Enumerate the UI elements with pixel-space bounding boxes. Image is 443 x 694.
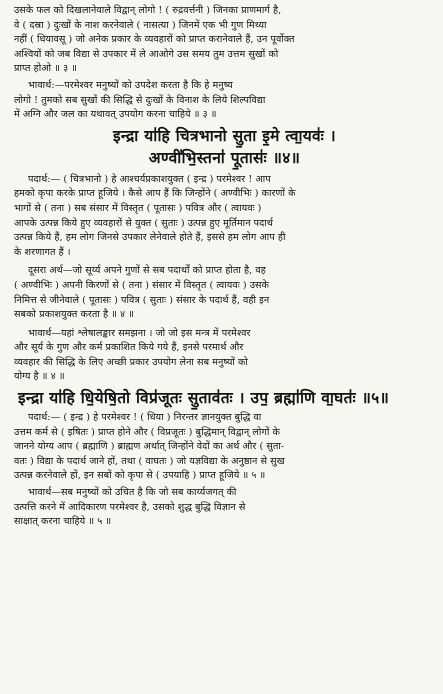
text-line: भागों से ( तना ) सब संसार में विस्तृत ( पूतासः ) पवित्र और ( त्वायवः ) bbox=[14, 202, 262, 214]
text-line: दूसरा अर्थ—जो सूर्य्य अपने गुणों से सब पदार्थों को प्राप्त होता है, वह bbox=[28, 265, 266, 277]
paragraph-padarth-5 bbox=[14, 411, 435, 484]
text-line: भावार्थ:—परमेश्वर मनुष्यों को उपदेश करता है कि हे मनुष्य bbox=[28, 79, 233, 91]
paragraph-bhavarth-5 bbox=[14, 486, 435, 530]
text-line: नहीं ( धियावसू ) जो अनेक प्रकार के व्यवहारों को प्राप्त करानेवाले हैं, उन पूर्वोक्त bbox=[14, 34, 295, 46]
text-line: पदार्थ:— ( इन्द्र ) हे परमेश्वर ! ( धिया ) निरन्तर ज्ञानयुक्त बुद्धि वा bbox=[28, 412, 262, 424]
text-line: पदार्थ:— ( चित्रभानो ) हे आश्चर्यप्रकाशयुक्त ( इन्द्र ) परमेश्वर ! आप bbox=[28, 173, 271, 185]
paragraph-bhavarth-4 bbox=[14, 327, 435, 385]
text-line: उत्पन्न करनेवाले हों, इन सबों को कृपा से ( उपयाहि ) प्राप्त हूजिये ॥ ५ ॥ bbox=[14, 470, 266, 482]
text-line: उत्तम कर्म से ( इषितः ) प्राप्त होने और ( विप्रजूतः ) बुद्धिमान् विद्वान् लोगों के bbox=[14, 426, 280, 438]
text-line: वतः ) विद्या के पदार्थ जाने हों, तथा ( वाघतः ) जो यज्ञविद्या के अनुष्ठान से सुख bbox=[14, 455, 285, 467]
text-line: आपके उत्पन्न किये हुए व्यवहारों से युक्त ( सुताः ) उत्पन्न हुए मूर्तिमान पदार्थ bbox=[14, 217, 273, 229]
text-line: प्राप्त होओ ॥ ३ ॥ bbox=[14, 63, 78, 75]
text-line: में अग्नि और जल का यथावत् उपयोग करना चाहिये ॥ ३ ॥ bbox=[14, 109, 217, 121]
paragraph-bhavarth-3 bbox=[14, 79, 435, 123]
mantra-line: इन्द्रा या॑हि चित्रभानो सु॒ता इ॒मे त्वा॒यवः॑ । bbox=[113, 125, 336, 145]
text-line: ( अण्वीभिः ) अपनी किरणों से ( तना ) संसार में विस्तृत ( त्वायवः ) उसके bbox=[14, 279, 269, 291]
text-line: अश्वियों को जब विद्या से उपकार में ले आओगे उस समय तुम उत्तम सुखों को bbox=[14, 48, 279, 60]
text-line: भावार्थ—सब मनुष्यों को उचित है कि जो सब कार्य्यजगत् की bbox=[28, 487, 237, 499]
text-line: उत्पन्न किये हैं, हम लोग जिनसे उपकार लेनेवाले होते हैं, इससे हम लोग आप ही bbox=[14, 232, 286, 244]
text-line: और सूर्य के गुण और कर्म प्रकाशित किये गये हैं, इनसे परमार्थ और bbox=[14, 342, 244, 354]
text-line: व्यवहार की सिद्धि के लिए अच्छी प्रकार उपयोग लेना सब मनुष्यों को bbox=[14, 356, 248, 368]
mantra-4 bbox=[14, 125, 435, 169]
text-line: हमको कृपा करके प्राप्त हूजिये । कैसे आप हैं कि जिन्होंने ( अण्वीभिः ) कारणों के bbox=[14, 188, 296, 200]
mantra-line: अण्वी॑भि॒स्तना॑ पू॒तासः॑ ॥४॥ bbox=[148, 147, 301, 167]
mantra-line: इन्द्रा या॑हि धि॒येषि॒तो विप्र॑जूतः सु॒ताव॑तः । उप॒ ब्रह्मा॑णि वा॒घतः॑ ॥५॥ bbox=[18, 388, 390, 408]
paragraph-padarth-4 bbox=[14, 173, 435, 261]
text-line: सबको प्रकाशयुक्त करता है ॥ ४ ॥ bbox=[14, 309, 135, 321]
text-line: निमित्त से जीनेवाले ( पूतासः ) पवित्र ( सुताः ) संसार के पदार्थ हैं, वही इन bbox=[14, 294, 270, 306]
paragraph-verse3-meaning bbox=[14, 4, 435, 77]
text-line: लोगो ! तुमको सब सुखों की सिद्धि से दुःखों के विनाश के लिये शिल्पविद्या bbox=[14, 94, 266, 106]
text-line: के शरणागत हैं । bbox=[14, 246, 71, 258]
text-line: योग्य है ॥ ४ ॥ bbox=[14, 371, 65, 383]
text-line: उत्पत्ति करने में आदिकारण परमेश्वर है, उसको शुद्ध बुद्धि विज्ञान से bbox=[14, 501, 246, 513]
text-line: वे ( दस्रा ) दुःखों के नाश करनेवाले ( नासत्या ) जिनमें एक भी गुण मिथ्या bbox=[14, 19, 267, 31]
mantra-5 bbox=[14, 387, 435, 409]
text-line: उसके फल को दिखलानेवाले विद्वान् लोगो ! ( रुद्रवर्त्तनी ) जिनका प्राणमार्ग है, bbox=[14, 5, 282, 16]
text-line: साक्षात् करना चाहिये ॥ ५ ॥ bbox=[14, 516, 112, 528]
paragraph-second-meaning-4 bbox=[14, 264, 435, 322]
text-line: जानने योग्य आप ( ब्रह्माणि ) ब्राह्मण अर्थात् जिन्होंने वेदों का अर्थ और ( सुता- bbox=[14, 441, 285, 453]
text-line: भावार्थ—यहां श्लेषालङ्कार समझना । जो जो इस मन्त्र में परमेश्वर bbox=[28, 327, 251, 339]
